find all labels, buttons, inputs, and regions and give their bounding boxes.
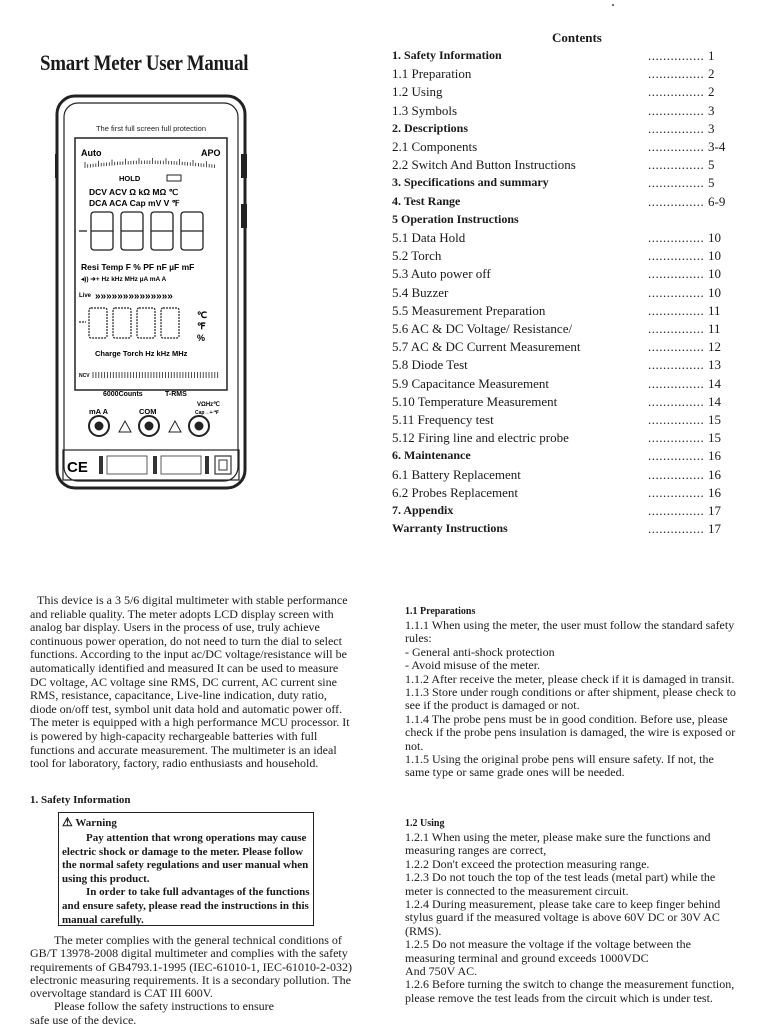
terminal-label-com: COM bbox=[139, 407, 157, 416]
toc-page-number: 16 bbox=[708, 484, 721, 500]
toc-leader-dots: ............... bbox=[648, 175, 705, 191]
warning-body bbox=[62, 832, 312, 927]
toc-page-number: 16 bbox=[708, 448, 721, 464]
intro-paragraph: This device is a 3 5/6 digital multimeter with stable performance and reliable quality. The meter adopts LCD display screen with analog bar display. Users in the process of use, truly achieve continuous power operation, do not need to turn the dial to select functions. According to the input ac/DC voltage/resistance will be automatically identified and measured It can be used to measure DC voltage, AC voltage sine RMS, DC current, AC current sine RMS, resistance, capacitance, Live-line indication, duty ratio, diode on/off test, symbol unit data hold and automatic power off. The meter is equipped with a high performance MCU processor. It is powered by high-capacity rechargeable batteries with full functions and accurate measurement. The multimeter is an ideal tool for laboratory, factory, radio enthusiasts and household. bbox=[30, 593, 350, 771]
toc-page-number: 2 bbox=[708, 84, 715, 100]
ce-mark: CE bbox=[67, 459, 88, 476]
toc-label: 4. Test Range bbox=[392, 193, 461, 208]
toc-page-number: 10 bbox=[708, 266, 721, 282]
toc-label: 5.2 Torch bbox=[392, 248, 442, 264]
toc-leader-dots: ............... bbox=[648, 230, 705, 245]
toc-page-number: 13 bbox=[708, 357, 721, 373]
toc-leader-dots: ............... bbox=[648, 248, 705, 264]
toc-page-number: 17 bbox=[708, 521, 721, 537]
toc-label: 5.10 Temperature Measurement bbox=[392, 393, 558, 409]
toc-leader-dots: ............... bbox=[648, 48, 705, 63]
toc-page-number: 10 bbox=[708, 230, 721, 245]
toc-row bbox=[392, 248, 742, 266]
toc-leader-dots: ............... bbox=[648, 430, 705, 446]
toc-label: 5.5 Measurement Preparation bbox=[392, 302, 546, 318]
toc-label: 5.11 Frequency test bbox=[392, 412, 494, 427]
meter-live-arrows: »»»»»»»»»»»»»» bbox=[95, 291, 173, 302]
meter-counts: 6000Counts bbox=[103, 391, 143, 398]
using-body bbox=[405, 831, 740, 1005]
toc-row bbox=[392, 430, 742, 448]
toc-page-number: 10 bbox=[708, 284, 721, 300]
prep-line: 1.1.3 Store under rough conditions or after shipment, please check to see if the product is damaged or not. bbox=[405, 685, 736, 713]
toc-leader-dots: ............... bbox=[648, 102, 705, 118]
toc-label: 1.3 Symbols bbox=[392, 102, 458, 118]
toc-label: 2.2 Switch And Button Instructions bbox=[392, 157, 576, 173]
toc-row bbox=[392, 357, 742, 375]
side-unit-pct: % bbox=[197, 333, 206, 343]
toc-row bbox=[392, 84, 742, 102]
toc-page-number: 14 bbox=[708, 375, 721, 391]
toc-row bbox=[392, 103, 742, 121]
using-line: 1.2.5 Do not measure the voltage if the voltage between the measuring terminal and ground exceeds 1000VDC bbox=[405, 937, 691, 965]
toc-row bbox=[392, 412, 742, 430]
toc-leader-dots: ............... bbox=[648, 120, 705, 136]
toc-row bbox=[392, 285, 742, 303]
toc-label: 3. Specifications and summary bbox=[392, 175, 549, 190]
toc-row bbox=[392, 194, 742, 212]
toc-page-number: 3 bbox=[708, 102, 715, 118]
meter-mode-row1: DCV ACV Ω kΩ MΩ ℃ bbox=[89, 187, 179, 197]
toc-page-number: 14 bbox=[708, 393, 721, 409]
toc-leader-dots: ............... bbox=[648, 393, 705, 409]
toc-row bbox=[392, 467, 742, 485]
prep-line: - General anti-shock protection bbox=[405, 644, 555, 659]
toc-row bbox=[392, 321, 742, 339]
warning-paragraph-2: In order to take full advantages of the functions and ensure safety, please read the instructions in this manual carefully. bbox=[62, 886, 310, 926]
toc-row bbox=[392, 139, 742, 157]
side-unit-c: ℃ bbox=[197, 310, 208, 320]
toc-row bbox=[392, 376, 742, 394]
toc-label: 6. Maintenance bbox=[392, 448, 471, 463]
toc-label: 1.2 Using bbox=[392, 84, 443, 100]
toc-page-number: 15 bbox=[708, 430, 721, 446]
terminal-label-ma: mA A bbox=[89, 407, 109, 416]
toc-page-number: 15 bbox=[708, 412, 721, 427]
toc-label: 2. Descriptions bbox=[392, 120, 468, 135]
toc-row bbox=[392, 521, 742, 539]
toc-leader-dots: ............... bbox=[648, 321, 705, 336]
using-line: 1.2.6 Before turning the switch to change the measurement function, please remove the test leads from the circuit which is under test. bbox=[405, 977, 735, 1005]
meter-hold: HOLD bbox=[119, 174, 141, 183]
warning-title bbox=[62, 815, 117, 830]
toc-label: 6.1 Battery Replacement bbox=[392, 466, 521, 482]
meter-apo: APO bbox=[201, 148, 221, 158]
using-line: And 750V AC. bbox=[405, 964, 478, 979]
toc-label: 5.3 Auto power off bbox=[392, 266, 491, 282]
prep-line: 1.1.5 Using the original probe pens will ensure safety. If not, the same type or same grade ones will be needed. bbox=[405, 752, 714, 780]
toc-page-number: 5 bbox=[708, 175, 715, 191]
toc-label: 5.8 Diode Test bbox=[392, 357, 468, 373]
toc-leader-dots: ............... bbox=[648, 266, 705, 282]
toc-row bbox=[392, 503, 742, 521]
side-unit-f: ℉ bbox=[197, 321, 206, 331]
toc-label: 2.1 Components bbox=[392, 139, 478, 154]
toc-leader-dots: ............... bbox=[648, 339, 705, 355]
warning-paragraph-1: Pay attention that wrong operations may cause electric shock or damage to the meter. Please follow the normal safety regulations and user manual when using this product. bbox=[62, 832, 309, 885]
toc-label: 5.6 AC & DC Voltage/ Resistance/ bbox=[392, 321, 573, 336]
toc-page-number: 3-4 bbox=[708, 139, 726, 154]
toc-leader-dots: ............... bbox=[648, 284, 705, 300]
toc-leader-dots: ............... bbox=[648, 521, 705, 537]
toc-page-number: 3 bbox=[708, 120, 715, 136]
contents-title: Contents bbox=[552, 30, 602, 45]
toc-leader-dots: ............... bbox=[648, 448, 705, 464]
multimeter-illustration bbox=[55, 94, 247, 490]
toc-label: 1.1 Preparation bbox=[392, 66, 472, 82]
using-line: 1.2.1 When using the meter, please make sure the functions and measuring ranges are correct, bbox=[405, 830, 711, 858]
toc-leader-dots: ............... bbox=[648, 375, 705, 391]
using-line: 1.2.2 Don't exceed the protection measuring range. bbox=[405, 856, 650, 871]
toc-page-number: 10 bbox=[708, 248, 721, 264]
toc-row bbox=[392, 212, 742, 230]
toc-row bbox=[392, 339, 742, 357]
toc-page-number: 6-9 bbox=[708, 193, 726, 209]
toc-label: 5.1 Data Hold bbox=[392, 230, 466, 245]
toc-page-number: 2 bbox=[708, 66, 715, 82]
preparations-body bbox=[405, 619, 740, 780]
toc-leader-dots: ............... bbox=[648, 193, 705, 209]
meter-mode-row2: DCA ACA Cap mV V ℉ bbox=[89, 198, 180, 208]
compliance-paragraph: The meter complies with the general technical conditions of GB/T 13978-2008 digital multimeter and complies with the safety requirements of GB4793.1-1995 (IEC-61010-1, IEC-61010-2-032) electronic measuring requirements. It is a secondary pollution. The overvoltage standard is CAT III 600V. bbox=[30, 933, 352, 1001]
toc-row bbox=[392, 121, 742, 139]
toc-leader-dots: ............... bbox=[648, 66, 705, 82]
safety-follow-line: Please follow the safety instructions to ensure bbox=[54, 999, 274, 1014]
toc-leader-dots: ............... bbox=[648, 466, 705, 482]
prep-line: - Avoid misuse of the meter. bbox=[405, 658, 541, 673]
toc-leader-dots: ............... bbox=[648, 412, 705, 427]
warning-triangle-icon: ⚠ bbox=[62, 815, 73, 829]
meter-ncv-label: NCV bbox=[79, 373, 90, 379]
toc-row bbox=[392, 394, 742, 412]
toc-row bbox=[392, 175, 742, 193]
meter-trms: T-RMS bbox=[165, 391, 187, 398]
page-speck bbox=[612, 4, 614, 6]
toc-row bbox=[392, 303, 742, 321]
using-line: 1.2.3 Do not touch the top of the test leads (metal part) while the meter is connected to the measurement circuit. bbox=[405, 870, 716, 898]
toc-leader-dots: ............... bbox=[648, 139, 705, 154]
toc-page-number: 11 bbox=[708, 302, 721, 318]
toc-page-number: 17 bbox=[708, 503, 721, 518]
toc-row bbox=[392, 66, 742, 84]
manual-title: Smart Meter User Manual bbox=[40, 50, 249, 75]
toc-row bbox=[392, 485, 742, 503]
compliance-text bbox=[30, 934, 355, 1027]
toc-leader-dots: ............... bbox=[648, 357, 705, 373]
toc-page-number: 1 bbox=[708, 48, 715, 63]
prep-line: 1.1.4 The probe pens must be in good condition. Before use, please check if the probe pens insulation is damaged, the wire is exposed or not. bbox=[405, 711, 736, 753]
toc-label: 1. Safety Information bbox=[392, 48, 502, 62]
toc-row bbox=[392, 230, 742, 248]
toc-page-number: 11 bbox=[708, 321, 721, 336]
toc-leader-dots: ............... bbox=[648, 503, 705, 518]
prep-line: 1.1.1 When using the meter, the user must follow the standard safety rules: bbox=[405, 618, 735, 646]
meter-sub-units: Charge Torch Hz kHz MHz bbox=[95, 349, 188, 358]
toc-label: 5.7 AC & DC Current Measurement bbox=[392, 339, 581, 355]
toc-page-number: 12 bbox=[708, 339, 721, 355]
prep-line: 1.1.2 After receive the meter, please check if it is damaged in transit. bbox=[405, 671, 735, 686]
toc-label: Warranty Instructions bbox=[392, 521, 508, 536]
toc-leader-dots: ............... bbox=[648, 157, 705, 173]
warning-title-text: Warning bbox=[75, 817, 117, 829]
meter-auto: Auto bbox=[81, 148, 102, 158]
preparations-heading: 1.1 Preparations bbox=[405, 606, 476, 617]
toc-row bbox=[392, 48, 742, 66]
meter-units-row2: ◂)) ➔+ Hz kHz MHz µA mA A bbox=[81, 276, 167, 283]
toc-row bbox=[392, 266, 742, 284]
toc-label: 5.9 Capacitance Measurement bbox=[392, 375, 550, 391]
safety-follow-line-2: safe use of the device. bbox=[30, 1012, 137, 1027]
toc-row bbox=[392, 448, 742, 466]
toc-page-number: 5 bbox=[708, 157, 715, 173]
terminal-label-v: VΩHz℃ bbox=[197, 402, 220, 408]
toc-label: 5.12 Firing line and electric probe bbox=[392, 430, 569, 446]
using-heading: 1.2 Using bbox=[405, 818, 445, 829]
toc-page-number: 16 bbox=[708, 466, 721, 482]
meter-banner: The first full screen full protection bbox=[95, 124, 207, 133]
toc-label: 7. Appendix bbox=[392, 503, 454, 517]
toc-label: 6.2 Probes Replacement bbox=[392, 484, 518, 500]
terminal-label-cap: Cap→+·℉ bbox=[195, 410, 219, 416]
toc-leader-dots: ............... bbox=[648, 484, 705, 500]
toc-leader-dots: ............... bbox=[648, 302, 705, 318]
using-line: 1.2.4 During measurement, please take care to keep finger behind stylus guard if the measured voltage is above 60V DC or 30V AC (RMS). bbox=[405, 897, 721, 938]
toc-label: 5 Operation Instructions bbox=[392, 211, 519, 226]
toc-label: 5.4 Buzzer bbox=[392, 284, 449, 300]
meter-live-label: Live bbox=[79, 293, 92, 299]
toc-leader-dots: ............... bbox=[648, 84, 705, 100]
meter-units-row1: Resi Temp F % PF nF µF mF bbox=[81, 262, 195, 272]
safety-heading: 1. Safety Information bbox=[30, 794, 131, 806]
toc-row bbox=[392, 157, 742, 175]
